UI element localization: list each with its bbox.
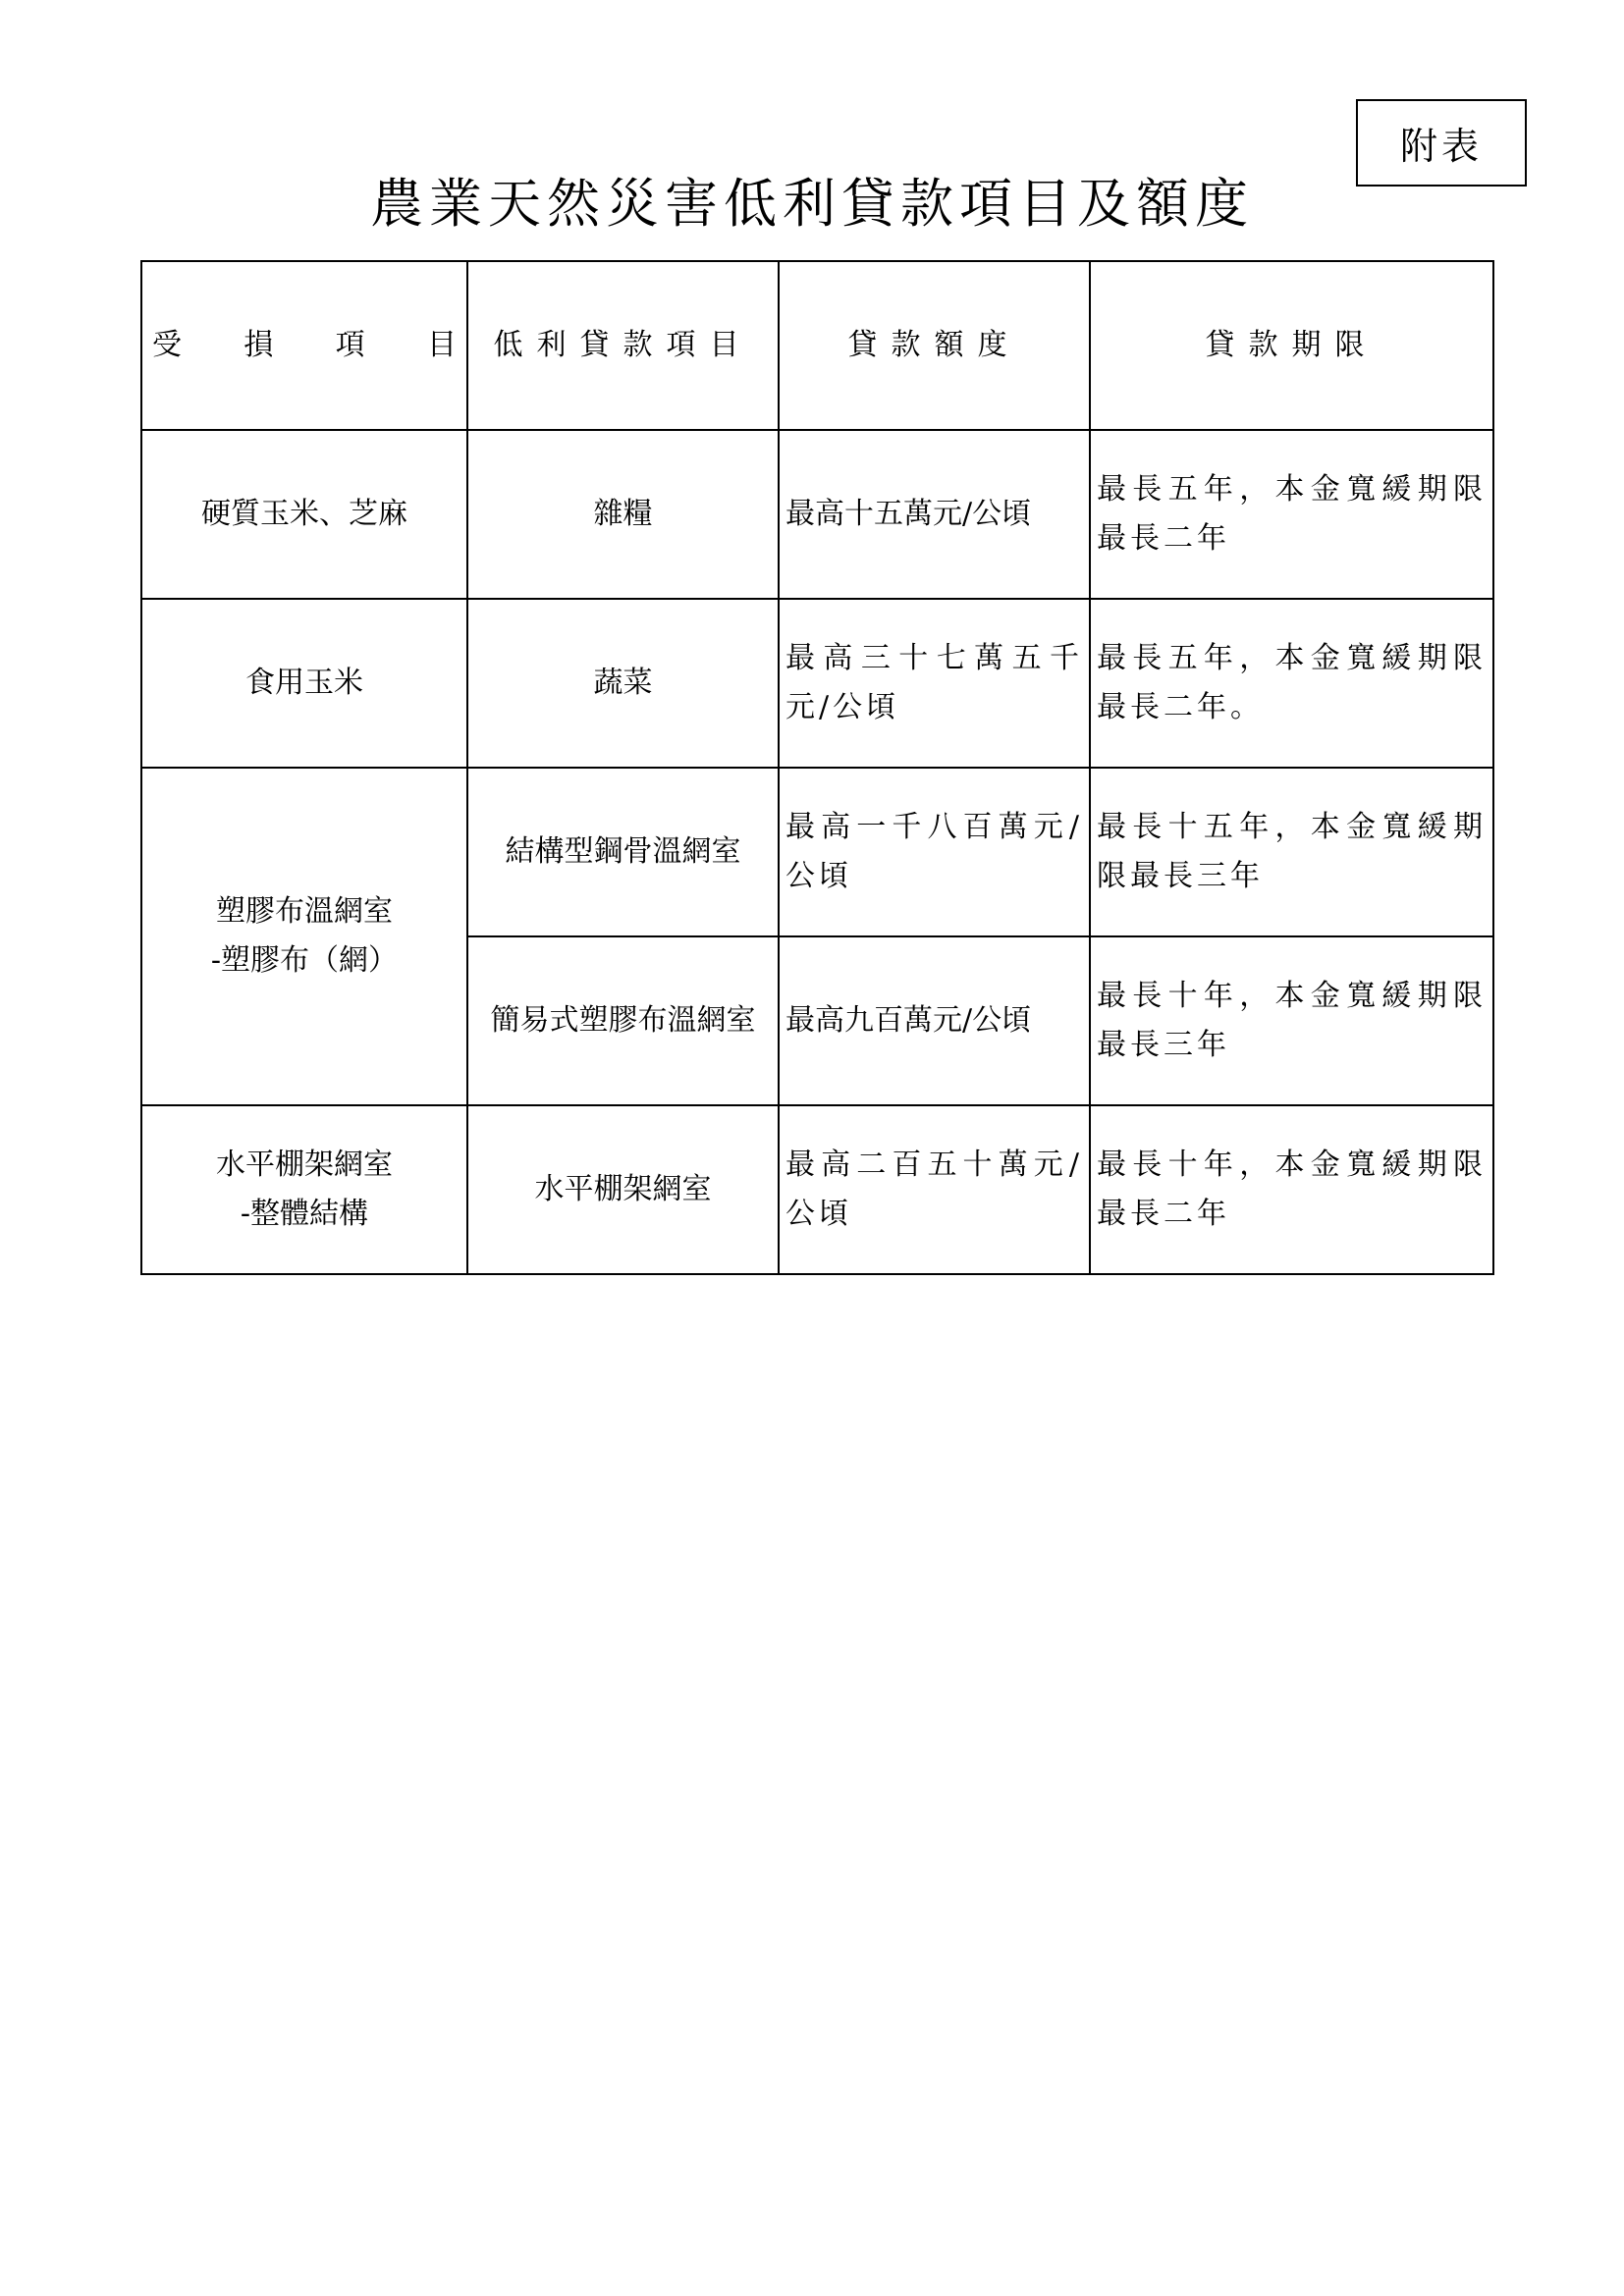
header-damaged-item-char: 受 xyxy=(152,328,182,362)
cell-loan-amount: 最高一千八百萬元/公頃 xyxy=(779,768,1090,936)
damaged-item-line: 塑膠布溫網室 xyxy=(216,894,393,929)
table-row xyxy=(141,599,1493,768)
cell-loan-term: 最長十五年，本金寬緩期限最長三年 xyxy=(1090,768,1493,936)
cell-damaged-item: 硬質玉米、芝麻 xyxy=(141,430,467,599)
cell-loan-term: 最長十年，本金寬緩期限最長二年 xyxy=(1090,1105,1493,1274)
page-title: 農業天然災害低利貸款項目及額度 xyxy=(370,173,1254,235)
cell-loan-amount: 最高九百萬元/公頃 xyxy=(779,936,1090,1105)
cell-loan-term: 最長十年，本金寬緩期限最長三年 xyxy=(1090,936,1493,1105)
table-header-row xyxy=(141,261,1493,430)
cell-loan-item: 水平棚架網室 xyxy=(467,1105,779,1274)
damaged-item-line: 水平棚架網室 xyxy=(216,1148,393,1182)
appendix-badge: 附表 xyxy=(1356,99,1527,187)
damaged-item-subline: -塑膠布（網） xyxy=(210,943,399,978)
header-damaged-item xyxy=(141,261,467,430)
cell-loan-item: 簡易式塑膠布溫網室 xyxy=(467,936,779,1105)
cell-loan-item: 雜糧 xyxy=(467,430,779,599)
header-loan-item: 低利貸款項目 xyxy=(467,261,779,430)
header-damaged-item-char: 項 xyxy=(335,328,365,362)
table-row xyxy=(141,1105,1493,1274)
header-damaged-item-char: 損 xyxy=(244,328,274,362)
cell-loan-term: 最長五年，本金寬緩期限最長二年 xyxy=(1090,430,1493,599)
cell-damaged-item: 食用玉米 xyxy=(141,599,467,768)
cell-loan-amount: 最高十五萬元/公頃 xyxy=(779,430,1090,599)
cell-loan-amount: 最高二百五十萬元/公頃 xyxy=(779,1105,1090,1274)
table-row xyxy=(141,768,1493,936)
cell-loan-term: 最長五年，本金寬緩期限最長二年。 xyxy=(1090,599,1493,768)
cell-damaged-item xyxy=(141,1105,467,1274)
header-loan-amount: 貸款額度 xyxy=(779,261,1090,430)
table-row xyxy=(141,430,1493,599)
header-loan-term: 貸款期限 xyxy=(1090,261,1493,430)
header-damaged-item-char: 目 xyxy=(426,328,457,362)
cell-loan-amount: 最高三十七萬五千元/公頃 xyxy=(779,599,1090,768)
loan-table xyxy=(140,260,1494,1275)
cell-damaged-item xyxy=(141,768,467,1105)
cell-loan-item: 蔬菜 xyxy=(467,599,779,768)
cell-loan-item: 結構型鋼骨溫網室 xyxy=(467,768,779,936)
damaged-item-subline: -整體結構 xyxy=(240,1197,369,1231)
